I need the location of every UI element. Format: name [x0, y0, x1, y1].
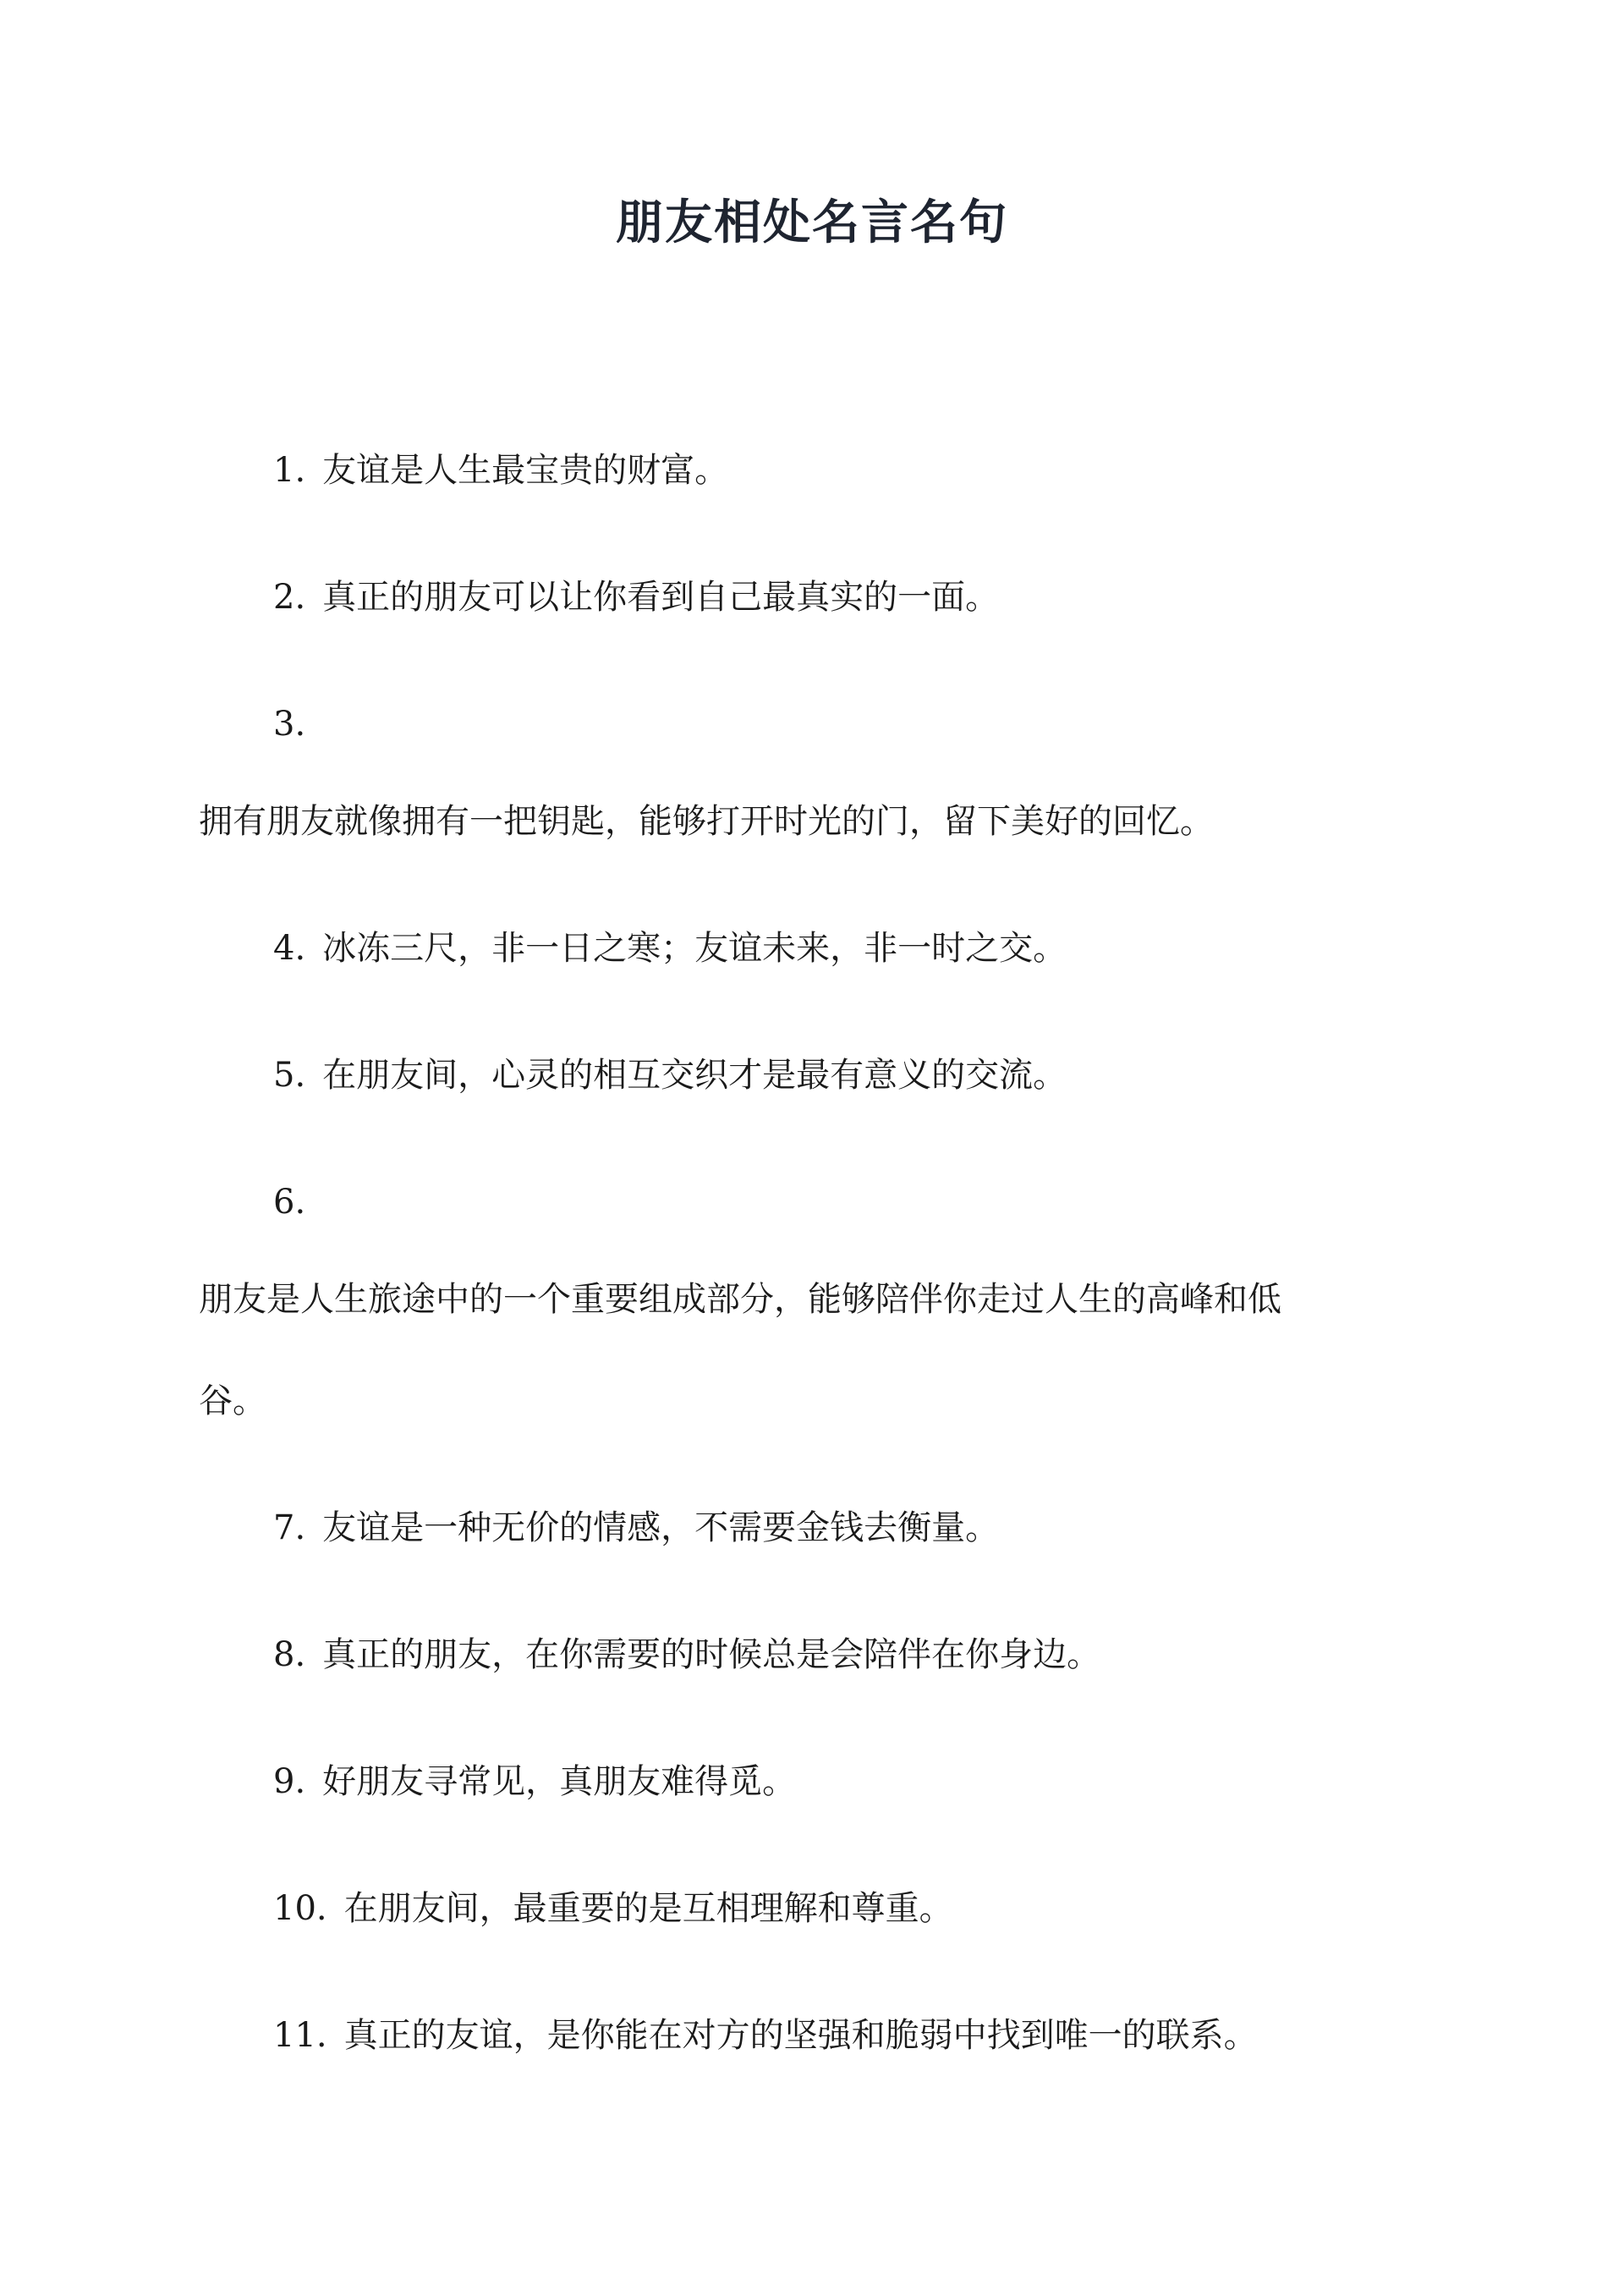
page-title: 朋友相处名言名句 — [616, 195, 1008, 250]
item-number: 7. — [273, 1508, 306, 1547]
item-text: 友谊是一种无价的情感，不需要金钱去衡量。 — [322, 1508, 1000, 1547]
item-text-line: 朋友是人生旅途中的一个重要组成部分，能够陪伴你走过人生的高峰和低 — [199, 1280, 1281, 1319]
item-number: 9. — [273, 1762, 306, 1801]
item-text: 真正的朋友，在你需要的时候总是会陪伴在你身边。 — [322, 1635, 1101, 1674]
item-number: 11. — [273, 2016, 327, 2055]
item-text: 在朋友间，最重要的是互相理解和尊重。 — [343, 1889, 953, 1928]
item-number: 1. — [273, 451, 306, 490]
item-text: 在朋友间，心灵的相互交织才是最有意义的交流。 — [322, 1056, 1067, 1095]
item-text: 真正的朋友可以让你看到自己最真实的一面。 — [322, 578, 1000, 617]
item-text: 冰冻三尺，非一日之寒；友谊未来，非一时之交。 — [322, 929, 1067, 968]
list-item — [273, 1885, 953, 1932]
list-item — [273, 1631, 1100, 1678]
item-text: 好朋友寻常见，真朋友难得觅。 — [322, 1762, 797, 1801]
item-number: 8. — [273, 1635, 306, 1674]
item-number: 6. — [273, 1183, 306, 1222]
list-item — [273, 2012, 1258, 2059]
item-number: 5. — [273, 1056, 306, 1095]
item-number: 4. — [273, 929, 306, 968]
list-item — [273, 447, 728, 494]
item-number: 10. — [273, 1889, 327, 1928]
list-item — [273, 1504, 999, 1552]
item-text: 友谊是人生最宝贵的财富。 — [322, 451, 729, 490]
item-number: 2. — [273, 578, 306, 617]
list-item — [273, 1052, 1067, 1099]
item-number: 3. — [273, 705, 306, 744]
item-text: 真正的友谊，是你能在对方的坚强和脆弱中找到唯一的联系。 — [343, 2016, 1258, 2055]
item-text-line: 谷。 — [199, 1381, 266, 1420]
list-item — [273, 1758, 796, 1805]
list-item — [273, 925, 1067, 972]
item-text: 拥有朋友就像拥有一把钥匙，能够打开时光的门，留下美好的回忆。 — [199, 802, 1214, 841]
list-item — [273, 574, 999, 621]
